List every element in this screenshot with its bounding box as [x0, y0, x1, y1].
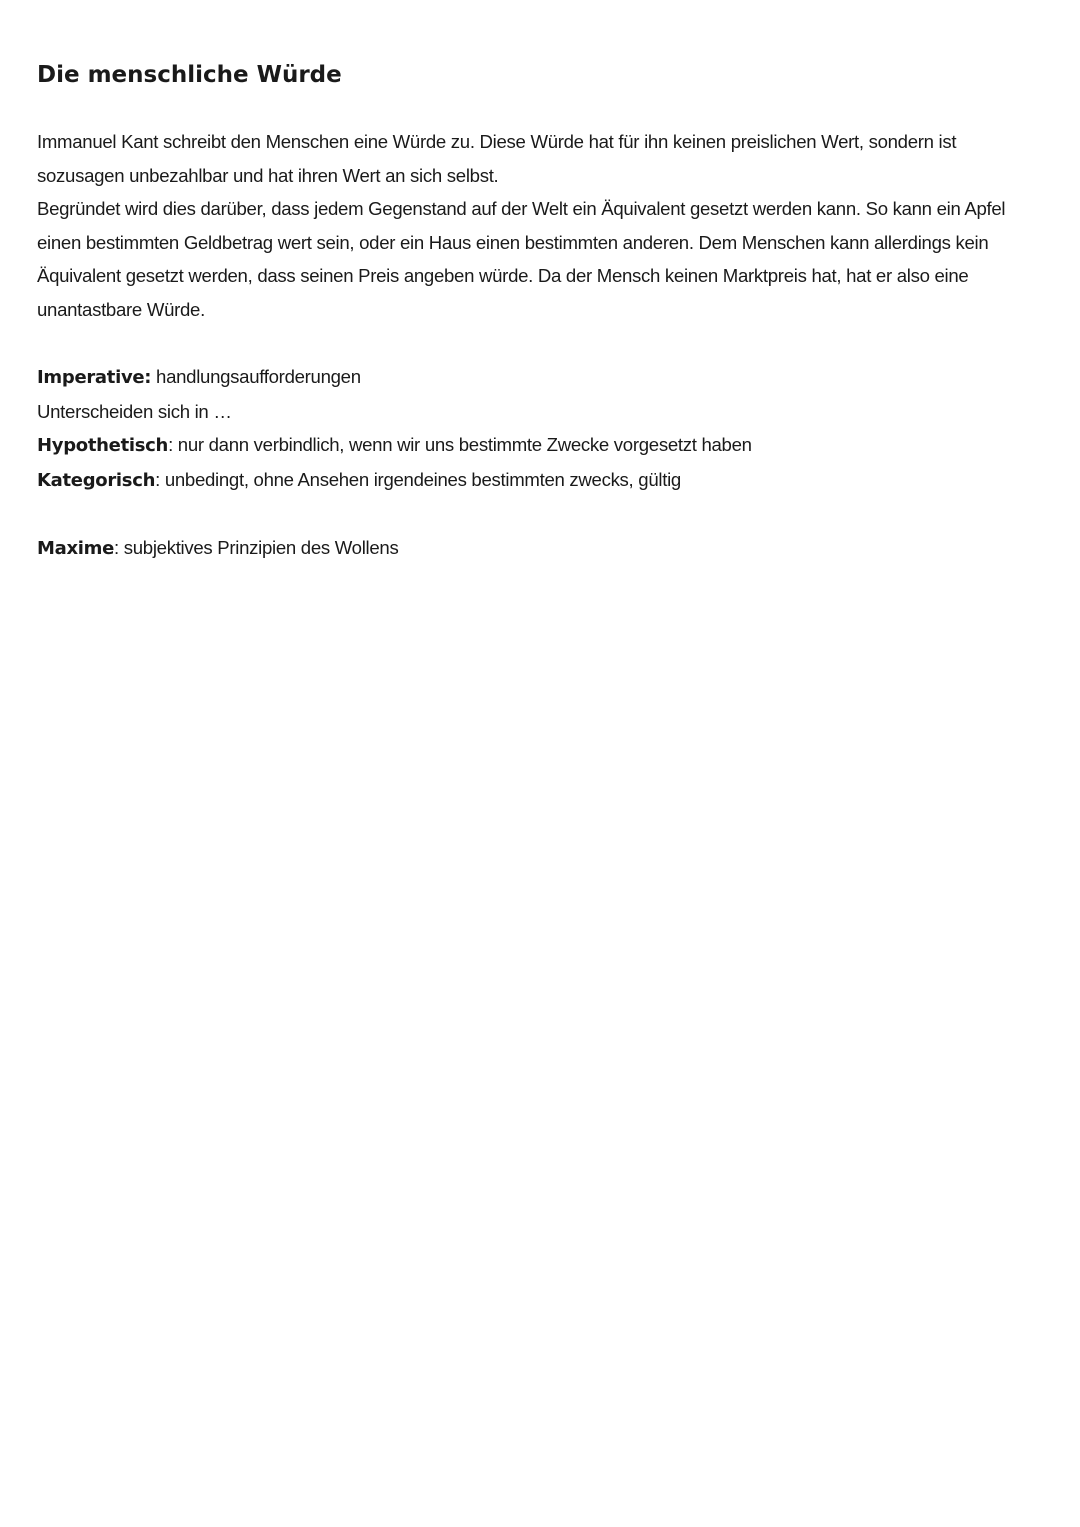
- definition-imperative: [37, 360, 1037, 395]
- term-kategorisch: Kategorisch: [37, 469, 156, 491]
- definition-text: handlungsaufforderungen: [151, 366, 361, 388]
- paragraph-kant-dignity: Immanuel Kant schreibt den Menschen eine Würde zu. Diese Würde hat für ihn keinen preislichen Wert, sondern ist sozusagen unbezahlbar und hat ihren Wert an sich selbst.: [37, 131, 957, 186]
- term-imperative: Imperative:: [37, 367, 152, 389]
- spacer: [37, 327, 1037, 361]
- spacer: [37, 498, 1037, 532]
- term-hypothetisch: Hypothetisch: [37, 435, 169, 457]
- paragraph-equivalent: Begründet wird dies darüber, dass jedem Gegenstand auf der Welt ein Äquivalent gesetzt werden kann. So kann ein Apfel einen bestimmten Geldbetrag wert sein, oder ein Haus einen bestimmten anderen. Dem Menschen kann allerdings kein Äquivalent gesetzt werden, dass seinen Preis angeben würde. Da der Mensch keinen Marktpreis hat, hat er also eine unantastbare Würde.: [37, 198, 1006, 320]
- definition-text: Unterscheiden sich in …: [37, 400, 232, 422]
- definition-text: : subjektives Prinzipien des Wollens: [114, 537, 399, 559]
- definition-text: : nur dann verbindlich, wenn wir uns bestimmte Zwecke vorgesetzt haben: [168, 434, 752, 456]
- term-maxime: Maxime: [37, 538, 115, 560]
- document-title: Die menschliche Würde: [37, 62, 342, 88]
- document-page: [37, 62, 1037, 566]
- definition-kategorisch: [37, 463, 1037, 498]
- definition-unterscheiden: [37, 395, 1037, 429]
- definition-maxime: [37, 531, 1037, 566]
- definition-hypothetisch: [37, 428, 1037, 463]
- definition-text: : unbedingt, ohne Ansehen irgendeines bestimmten zwecks, gültig: [155, 468, 681, 490]
